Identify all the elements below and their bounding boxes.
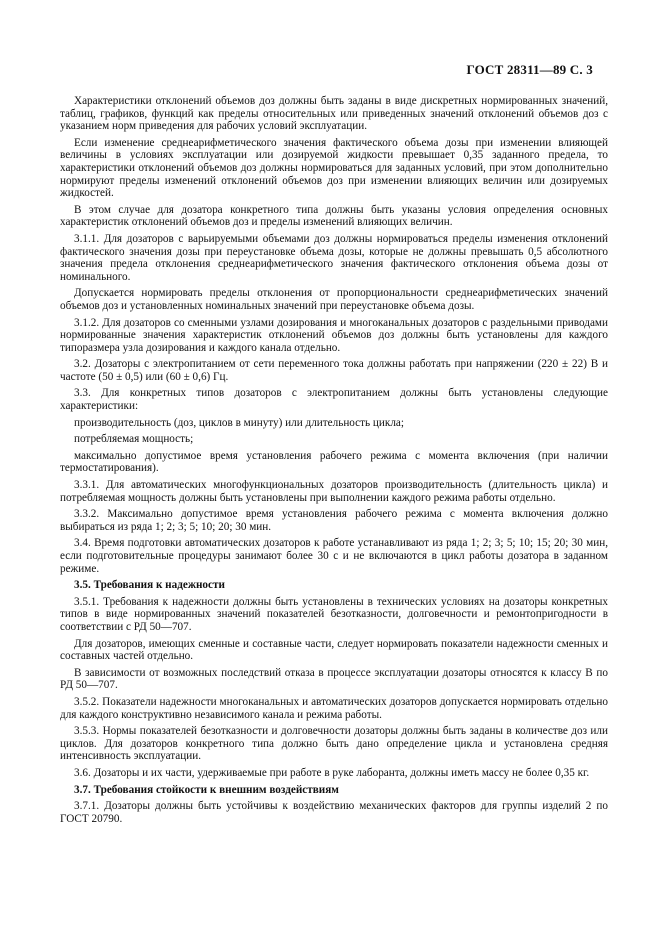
- paragraph: Для дозаторов, имеющих сменные и составные части, следует нормировать показатели надежности сменных и составных частей отдельно.: [60, 637, 608, 663]
- paragraph: максимально допустимое время установления рабочего режима с момента включения (при наличии термостатирования).: [60, 449, 608, 475]
- paragraph: 3.1.2. Для дозаторов со сменными узлами дозирования и многоканальных дозаторов с раздельными приводами нормированные значения характеристик отклонений объемов доз должны быть установлены для каждого типоразмера узла дозирования и каждого канала отдельно.: [60, 316, 608, 354]
- section-heading: 3.5. Требования к надежности: [74, 579, 225, 592]
- paragraph: Допускается нормировать пределы отклонения от пропорциональности среднеарифметических значений объемов доз и установленных номинальных значений при переустановке объема дозы.: [60, 287, 608, 312]
- paragraph: 3.3.2. Максимально допустимое время установления рабочего режима с момента включения должно выбираться из ряда 1; 2; 3; 5; 10; 20; 30 мин.: [60, 508, 608, 533]
- section-heading: 3.7. Требования стойкости к внешним воздействиям: [74, 783, 339, 796]
- paragraph: 3.5.3. Нормы показателей безотказности и долговечности дозаторы должны быть заданы в количестве доз или циклов. Для дозаторов конкретного типа должно быть дано определение цикла и установлена средняя интенсивность эксплуатации.: [60, 725, 608, 763]
- document-body: [60, 95, 608, 829]
- paragraph: В зависимости от возможных последствий отказа в процессе эксплуатации дозаторы относятся к классу В по РД 50—707.: [60, 666, 608, 692]
- paragraph: 3.4. Время подготовки автоматических дозаторов к работе устанавливают из ряда 1; 2; 3; 5; 10; 15; 20; 30 мин, если подготовительные процедуры занимают более 30 с и не включаются в цикл работы дозатора в заданном режиме.: [60, 537, 608, 575]
- paragraph: 3.5.2. Показатели надежности многоканальных и автоматических дозаторов допускается нормировать отдельно для каждого конструктивно независимого канала и режима работы.: [60, 695, 608, 721]
- paragraph: Характеристики отклонений объемов доз должны быть заданы в виде дискретных нормированных значений, таблиц, графиков, функций как пределы относительных или приведенных значений отклонений объемов доз с указанием норм приведения для рабочих условий эксплуатации.: [60, 95, 608, 133]
- paragraph: потребляемая мощность;: [74, 433, 194, 446]
- paragraph: производительность (доз, циклов в минуту) или длительность цикла;: [74, 416, 404, 429]
- paragraph: 3.3.1. Для автоматических многофункциональных дозаторов производительность (длительность цикла) и потребляемая мощность должны быть установлены при выполнении каждого режима работы отдельно.: [60, 479, 608, 504]
- paragraph: 3.5.1. Требования к надежности должны быть установлены в технических условиях на дозаторы конкретных типов в виде нормированных значений показателей безотказности, долговечности и ремонтопригодности в соответствии с РД 50—707.: [60, 595, 608, 633]
- paragraph: В этом случае для дозатора конкретного типа должны быть указаны условия определения основных характеристик отклонений объемов доз и пределы изменений влияющих величин.: [60, 203, 608, 229]
- page-header: ГОСТ 28311—89 С. 3: [466, 62, 593, 77]
- paragraph: 3.6. Дозаторы и их части, удерживаемые при работе в руке лаборанта, должны иметь массу не более 0,35 кг.: [74, 766, 590, 779]
- paragraph: 3.2. Дозаторы с электропитанием от сети переменного тока должны работать при напряжении (220 ± 22) В и частоте (50 ± 0,5) или (60 ± 0,6) Гц.: [60, 358, 608, 383]
- paragraph: 3.3. Для конкретных типов дозаторов с электропитанием должны быть установлены следующие характеристики:: [60, 387, 608, 413]
- paragraph: 3.1.1. Для дозаторов с варьируемыми объемами доз должны нормироваться пределы изменения отклонений фактического значения дозы при переустановке объема дозы, которые не должны превышать 0,5 абсолютного значения предела отклонения среднеарифметического значения фактического отклонения объема дозы от номинального.: [60, 232, 608, 283]
- paragraph: Если изменение среднеарифметического значения фактического объема дозы при изменении влияющей величины в условиях эксплуатации или дозируемой жидкости превышает 0,35 заданного предела, то характеристики отклонений объемов доз должны нормироваться для заданных условий, при этом дополнительно нормируют пределы изменений отклонений объемов доз при изменении влияющих величин или дозируемых жидкостей.: [60, 136, 608, 200]
- paragraph: 3.7.1. Дозаторы должны быть устойчивы к воздействию механических факторов для группы изделий 2 по ГОСТ 20790.: [60, 800, 608, 825]
